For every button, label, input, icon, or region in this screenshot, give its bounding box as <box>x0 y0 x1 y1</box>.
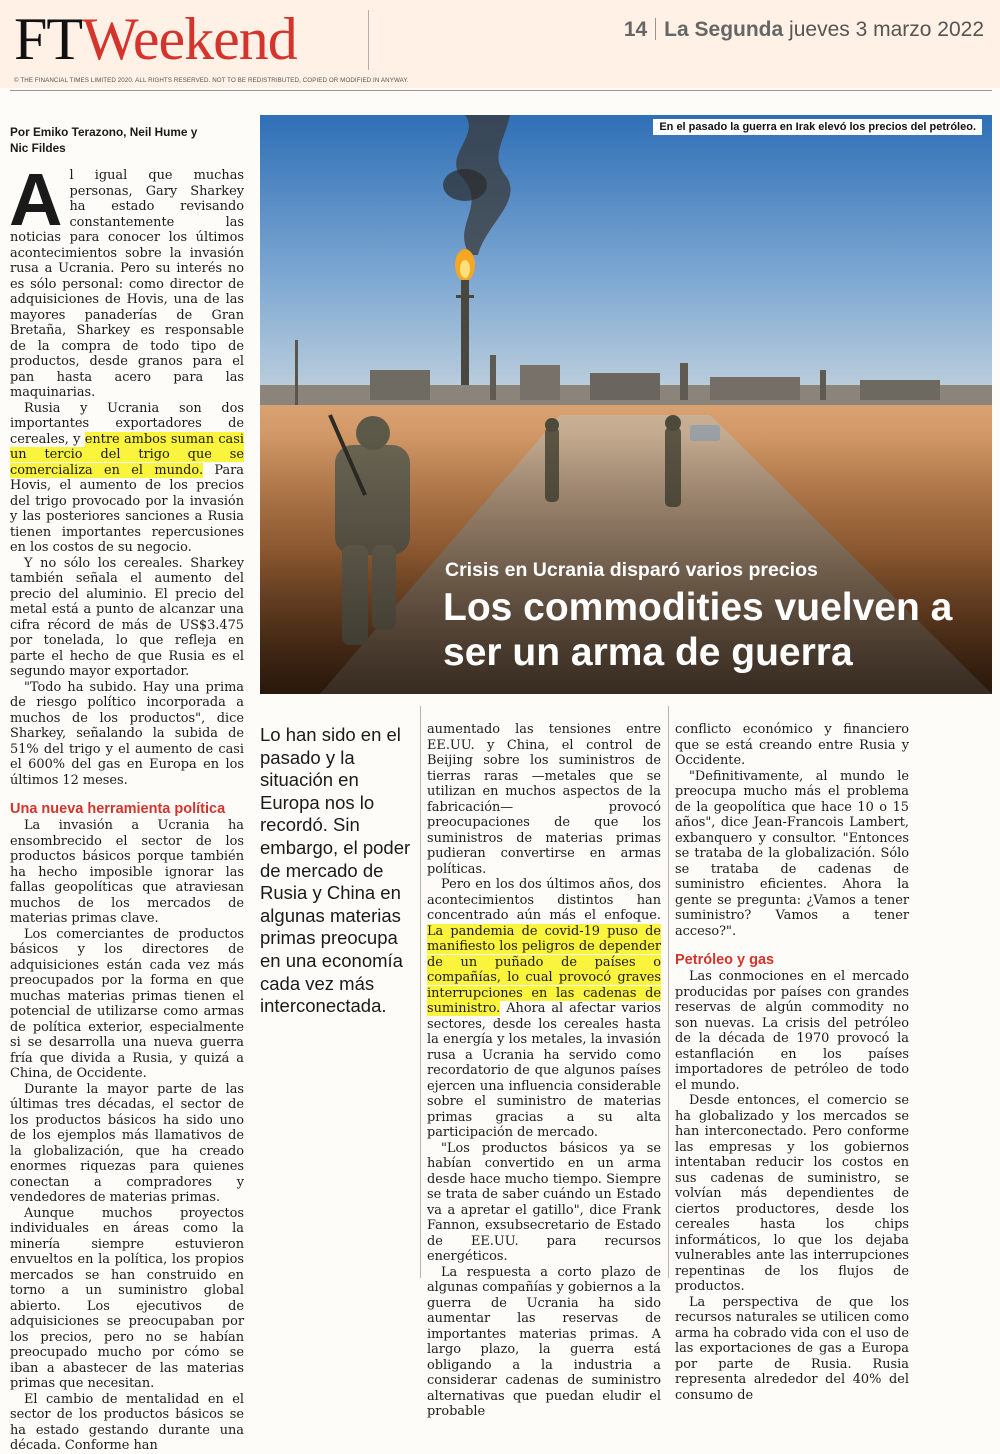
kicker: Crisis en Ucrania disparó varios precios <box>445 559 818 581</box>
paragraph: Y no sólo los cereales. Sharkey también señala el aumento del precio del aluminio. El precio del metal está a punto de alcanzar una cifra récord de más de US$3.475 por tonelada, lo que refleja en parte el hecho de que Rusia es el segundo mayor exportador. <box>10 555 244 679</box>
highlighted-text: entre ambos suman casi un tercio del trigo que se comercializa en el mundo. <box>10 431 244 478</box>
ft-weekend-logo: FTWeekend <box>14 6 297 72</box>
article-photo <box>260 115 992 694</box>
column-divider <box>668 706 669 1278</box>
header-rule <box>10 90 992 91</box>
paragraph: "Definitivamente, al mundo le preocupa mucho más el problema de la geopolítica que hace 10 o 15 años", dice Jean-Francois Lambert, exbanquero y consultor. "Entonces se trataba de la globalización. Sólo se trataba de cadenas de suministro eficientes. Ahora la gente se pregunta: ¿Vamos a tener suministro? Vamos a tener acceso?". <box>675 768 909 939</box>
photo-caption: En el pasado la guerra en Irak elevó los precios del petróleo. <box>653 119 982 135</box>
page-info <box>624 18 984 42</box>
highlighted-text: La pandemia de covid-19 puso de manifiesto los peligros de depender de un puñado de países o compañías, lo cual provocó graves interrupciones en las cadenas de suministro. <box>427 923 661 1016</box>
paragraph: Desde entonces, el comercio se ha globalizado y los mercados se han interconectado. Pero conforme las empresas y los gobiernos intentaban reducir los costos en sus cadenas de suministro, se volvían más dependientes de ciertos productores, desde los cereales hasta los chips informáticos, lo que los dejaba vulnerables ante las interrupciones repentinas de los flujos de productos. <box>675 1093 909 1294</box>
pull-quote: Lo han sido en el pasado y la situación en Europa nos lo recordó. Sin embargo, el poder de mercado de Rusia y China en algunas materias primas preocupa en una economía cada vez más interconectada. <box>260 724 411 1017</box>
article-column-4 <box>675 722 909 1403</box>
section-name: La Segunda <box>664 18 784 41</box>
masthead <box>0 0 1000 88</box>
paragraph: Las conmociones en el mercado producidas por países con grandes reservas de algún commodity no son nuevas. La crisis del petróleo de la década de 1970 provocó la estanflación en los países importadores de petróleo de todo el mundo. <box>675 969 909 1093</box>
copyright-notice: © THE FINANCIAL TIMES LIMITED 2020. ALL RIGHTS RESERVED. NOT TO BE REDISTRIBUTED, COPIED OR MODIFIED IN ANYWAY. <box>14 77 409 84</box>
column-divider <box>420 706 421 1278</box>
subheading: Una nueva herramienta política <box>10 801 226 817</box>
drop-cap: A <box>9 158 63 241</box>
paragraph: La respuesta a corto plazo de algunas compañías y gobiernos a la guerra de Ucrania ha sido aumentar las reservas de importantes materias primas. A largo plazo, la guerra está obligando a la industria a considerar cadenas de suministro alternativas que puedan eludir el probable <box>427 1264 661 1419</box>
page-info-divider <box>655 18 656 40</box>
subheading: Petróleo y gas <box>675 952 775 968</box>
paragraph: Los comerciantes de productos básicos y los directores de adquisiciones están cada vez más preocupados por la forma en que muchas materias primas tienen el potencial de utilizarse como armas de política exterior, especialmente si se desarrolla una nueva guerra fría que divida a Rusia, y quizá a China, de Occidente. <box>10 926 244 1081</box>
paragraph: Durante la mayor parte de las últimas tres décadas, el sector de los productos básicos ha sido uno de los ejemplos más llamativos de la globalización, que ha creado enormes riquezas para quienes conectan a compradores y vendedores de materias primas. <box>10 1081 244 1205</box>
article-column-3 <box>427 722 661 1420</box>
paragraph: conflicto económico y financiero que se está creando entre Rusia y Occidente. <box>675 722 909 768</box>
article-column-1 <box>9 158 244 1454</box>
issue-date: jueves 3 marzo 2022 <box>789 18 984 41</box>
byline: Por Emiko Terazono, Neil Hume y Nic Fildes <box>10 125 198 155</box>
paragraph: El cambio de mentalidad en el sector de los productos básicos se ha estado gestando durante una década. Conforme han <box>10 1391 244 1453</box>
paragraph: La invasión a Ucrania ha ensombrecido el sector de los productos básicos porque también ha hecho imposible ignorar las fallas geopolíticas que atraviesan muchos de los mercados de materias primas clave. <box>10 818 244 926</box>
paragraph: Aunque muchos proyectos individuales en áreas como la minería siempre estuvieron envueltos en la política, los propios mercados se han construido en torno a un suministro global abierto. Los ejecutivos de adquisiciones se preocupaban por los precios, pero no se habían preocupado mucho por cómo se iban a abastecer de las materias primas que necesitan. <box>10 1205 244 1391</box>
lead-paragraph: Al igual que muchas personas, Gary Sharkey ha estado revisando constantemente las noticias para conocer los últimos acontecimientos sobre la invasión rusa a Ucrania. Pero su interés no es sólo personal: como director de adquisiciones de Hovis, una de las mayores panaderías de Gran Bretaña, Sharkey es responsable de la compra de todo tipo de productos, desde granos para el pan hasta acero para las maquinarias. <box>9 158 244 400</box>
masthead-divider <box>368 10 369 70</box>
paragraph: Rusia y Ucrania son dos importantes exportadores de cereales, y entre ambos suman casi un tercio del trigo que se comercializa en el mundo. Para Hovis, el aumento de los precios del trigo provocado por la invasión y las posteriores sanciones a Rusia tienen importantes repercusiones en los costos de su negocio. <box>10 400 244 555</box>
paragraph: Pero en los dos últimos años, dos acontecimientos distintos han concentrado aún más el enfoque. La pandemia de covid-19 puso de manifiesto los peligros de depender de un puñado de países o compañías, lo cual provocó graves interrupciones en las cadenas de suministro. Ahora al afectar varios sectores, desde los cereales hasta la energía y los metales, la invasión rusa a Ucrania ha servido como recordatorio de que algunos países ejercen una influencia considerable sobre el suministro de materias primas gracias a su alta participación de mercado. <box>427 877 661 1140</box>
paragraph: aumentado las tensiones entre EE.UU. y China, el control de Beijing sobre los suministros de tierras raras —metales que se utilizan en muchos aspectos de la fabricación— provocó preocupaciones de que los suministros de materias primas pudieran convertirse en armas políticas. <box>427 722 661 877</box>
page-number: 14 <box>623 18 648 41</box>
headline: Los commodities vuelven a ser un arma de guerra <box>443 586 953 674</box>
paragraph: "Todo ha subido. Hay una prima de riesgo político incorporada a muchos de los productos", dice Sharkey, señalando la subida de 51% del trigo y el aumento de casi el 600% del gas en Europa en los últimos 12 meses. <box>10 679 244 788</box>
paragraph: "Los productos básicos ya se habían convertido en un arma desde hace mucho tiempo. Siempre se trata de saber cuándo un Estado va a apretar el gatillo", dice Frank Fannon, exsubsecretario de Estado de EE.UU. para recursos energéticos. <box>427 1140 661 1264</box>
paragraph: La perspectiva de que los recursos naturales se utilicen como arma ha cobrado vida con el uso de las exportaciones de gas a Europa por parte de Rusia. Rusia representa alrededor del 40% del consumo de <box>675 1294 909 1403</box>
